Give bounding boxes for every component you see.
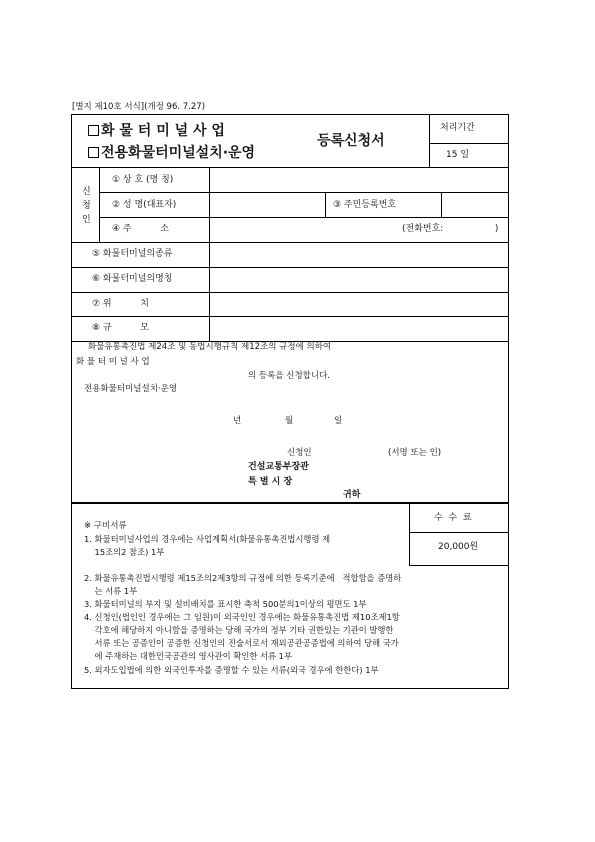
fee-label: 수 수 료	[434, 513, 472, 523]
statement-option-freight-terminal: 화 물 터 미 널 사 업	[76, 357, 150, 367]
field-label-resident-number: ③ 주민등록번호	[333, 200, 397, 210]
input-terminal-name[interactable]	[210, 268, 508, 292]
field-label-terminal-type: ⑤ 화물터미널의종류	[92, 249, 173, 259]
document-item: 4. 신청인(법인인 경우에는 그 임원)이 외국인인 경우에는 화물유통촉진법 제10조제1항	[84, 612, 400, 622]
form-number-note: [별지 제10호 서식](개정 96. 7.27)	[72, 102, 206, 112]
phone-number-field[interactable]: (전화번호: )	[402, 224, 499, 234]
title-option-private-terminal[interactable]: 전용화물터미널설치·운영	[88, 146, 255, 160]
form-title: 등록신청서	[317, 133, 385, 149]
documents-heading: ※ 구비서류	[84, 521, 127, 531]
document-item: 서류 또는 공증인이 공증한 신청인의 진술서로서 재외공관공증법에 의하여 당해 국가	[84, 638, 399, 648]
input-company-name[interactable]	[210, 168, 508, 192]
input-representative[interactable]	[210, 193, 324, 217]
document-item: 각호에 해당하지 아니함을 증명하는 당해 국가의 정부 기타 권한있는 기관이 발행한	[84, 625, 394, 635]
document-item: 2. 화물유통촉진법시행령 제15조의2제3항의 규정에 의한 등록기준에 적합함을 증명하	[84, 573, 402, 583]
processing-period-label: 처리기간	[440, 123, 475, 133]
input-address[interactable]	[210, 218, 400, 242]
checkbox-freight-terminal[interactable]	[88, 125, 99, 136]
signature-note: (서명 또는 인)	[388, 448, 442, 458]
statement-request: 의 등록을 신청합니다.	[248, 371, 331, 381]
input-resident-number[interactable]	[442, 193, 508, 217]
recipient-minister: 건설교통부장관	[248, 462, 309, 472]
field-label-company-name: ① 상 호 (명 칭)	[112, 175, 174, 185]
document-item: 3. 화물터미널의 부지 및 설비배치를 표시한 축척 500분의1이상의 평면도 1부	[84, 599, 367, 609]
date-day-label: 일	[334, 416, 343, 426]
field-label-terminal-name: ⑥ 화물터미널의명칭	[92, 274, 173, 284]
recipient-suffix: 귀하	[343, 490, 361, 500]
recipient-mayor: 특 별 시 장	[248, 477, 293, 487]
statement-legal-basis: 화물유통촉진법 제24조 및 동법시행규칙 제12조의 규정에 의하여	[88, 342, 332, 352]
fee-amount: 20,000원	[438, 542, 479, 552]
input-scale[interactable]	[210, 317, 508, 341]
title-option-freight-terminal[interactable]: 화 물 터 미 널 사 업	[88, 124, 225, 138]
date-year-label: 년	[233, 416, 242, 426]
document-item: 에 주재하는 대한민국공관의 영사관이 확인한 서류 1부	[84, 651, 292, 661]
document-item: 5. 외자도입법에 의한 외국인투자를 증명할 수 있는 서류(외국 경우에 한한다) 1부	[84, 665, 379, 675]
statement-option-private-terminal: 전용화물터미널설치·운영	[84, 384, 178, 394]
processing-period-value: 15 일	[446, 150, 470, 160]
input-terminal-type[interactable]	[210, 243, 508, 267]
field-label-location: ⑦ 위 치	[92, 299, 149, 309]
documents-section	[71, 503, 509, 689]
field-label-representative: ② 성 명(대표자)	[112, 200, 177, 210]
input-location[interactable]	[210, 293, 508, 316]
applicant-signature-label: 신청인	[287, 448, 312, 458]
checkbox-private-terminal[interactable]	[88, 147, 99, 158]
document-item: 는 서류 1부	[84, 586, 138, 596]
date-month-label: 월	[285, 416, 294, 426]
field-label-scale: ⑧ 규 모	[92, 323, 149, 333]
document-item: 1. 화물터미널사업의 경우에는 사업계획서(화물유통촉진법시행령 제	[84, 534, 331, 544]
applicant-group-label: 신 청 인	[82, 187, 91, 225]
field-label-address: ④ 주 소	[112, 224, 169, 234]
document-item: 15조의2 참조) 1부	[84, 547, 165, 557]
